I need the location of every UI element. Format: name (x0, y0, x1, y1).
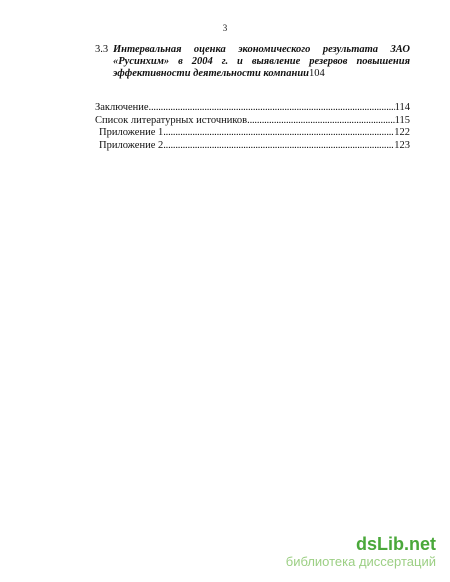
toc-leader-dots (149, 102, 395, 115)
toc-entry-label: Приложение 2 (99, 139, 164, 151)
toc-entry-label: Приложение 1 (99, 127, 164, 138)
logo-suffix: .net (403, 534, 436, 554)
toc-entry-appendix-1 (95, 127, 410, 140)
table-of-contents (95, 44, 410, 152)
spacer (95, 80, 410, 102)
toc-leader-dots (247, 115, 394, 128)
toc-entry-page: 115 (394, 114, 410, 126)
toc-entry-page: 123 (394, 139, 410, 151)
page-number: 3 (222, 23, 228, 33)
toc-leader-dots (163, 127, 394, 140)
toc-entry-page: 122 (394, 127, 410, 138)
toc-leader-dots (163, 140, 394, 153)
watermark-tagline: библиотека диссертаций (285, 554, 436, 569)
logo-main: dsLib (355, 534, 404, 554)
toc-entry-number: 3.3 (95, 44, 109, 55)
toc-entry-label: Заключение (95, 102, 149, 113)
toc-entry-title (113, 44, 410, 80)
toc-entry-title-text: Интервальная оценка экономического результата ЗАО «Русинхим» в 2004 г. и выявление резервов повышения эффективности деятельности компании (113, 44, 410, 79)
toc-entry-page: 104 (309, 68, 325, 79)
toc-entry-page: 114 (394, 102, 410, 113)
toc-entry-appendix-2 (95, 140, 410, 153)
dslib-watermark (286, 535, 436, 568)
toc-entry-label: Список литературных источников (95, 114, 248, 126)
dslib-logo (286, 535, 436, 553)
toc-entry-conclusion (95, 102, 410, 115)
toc-entry-references (95, 115, 410, 128)
toc-entry-3-3 (95, 44, 410, 80)
